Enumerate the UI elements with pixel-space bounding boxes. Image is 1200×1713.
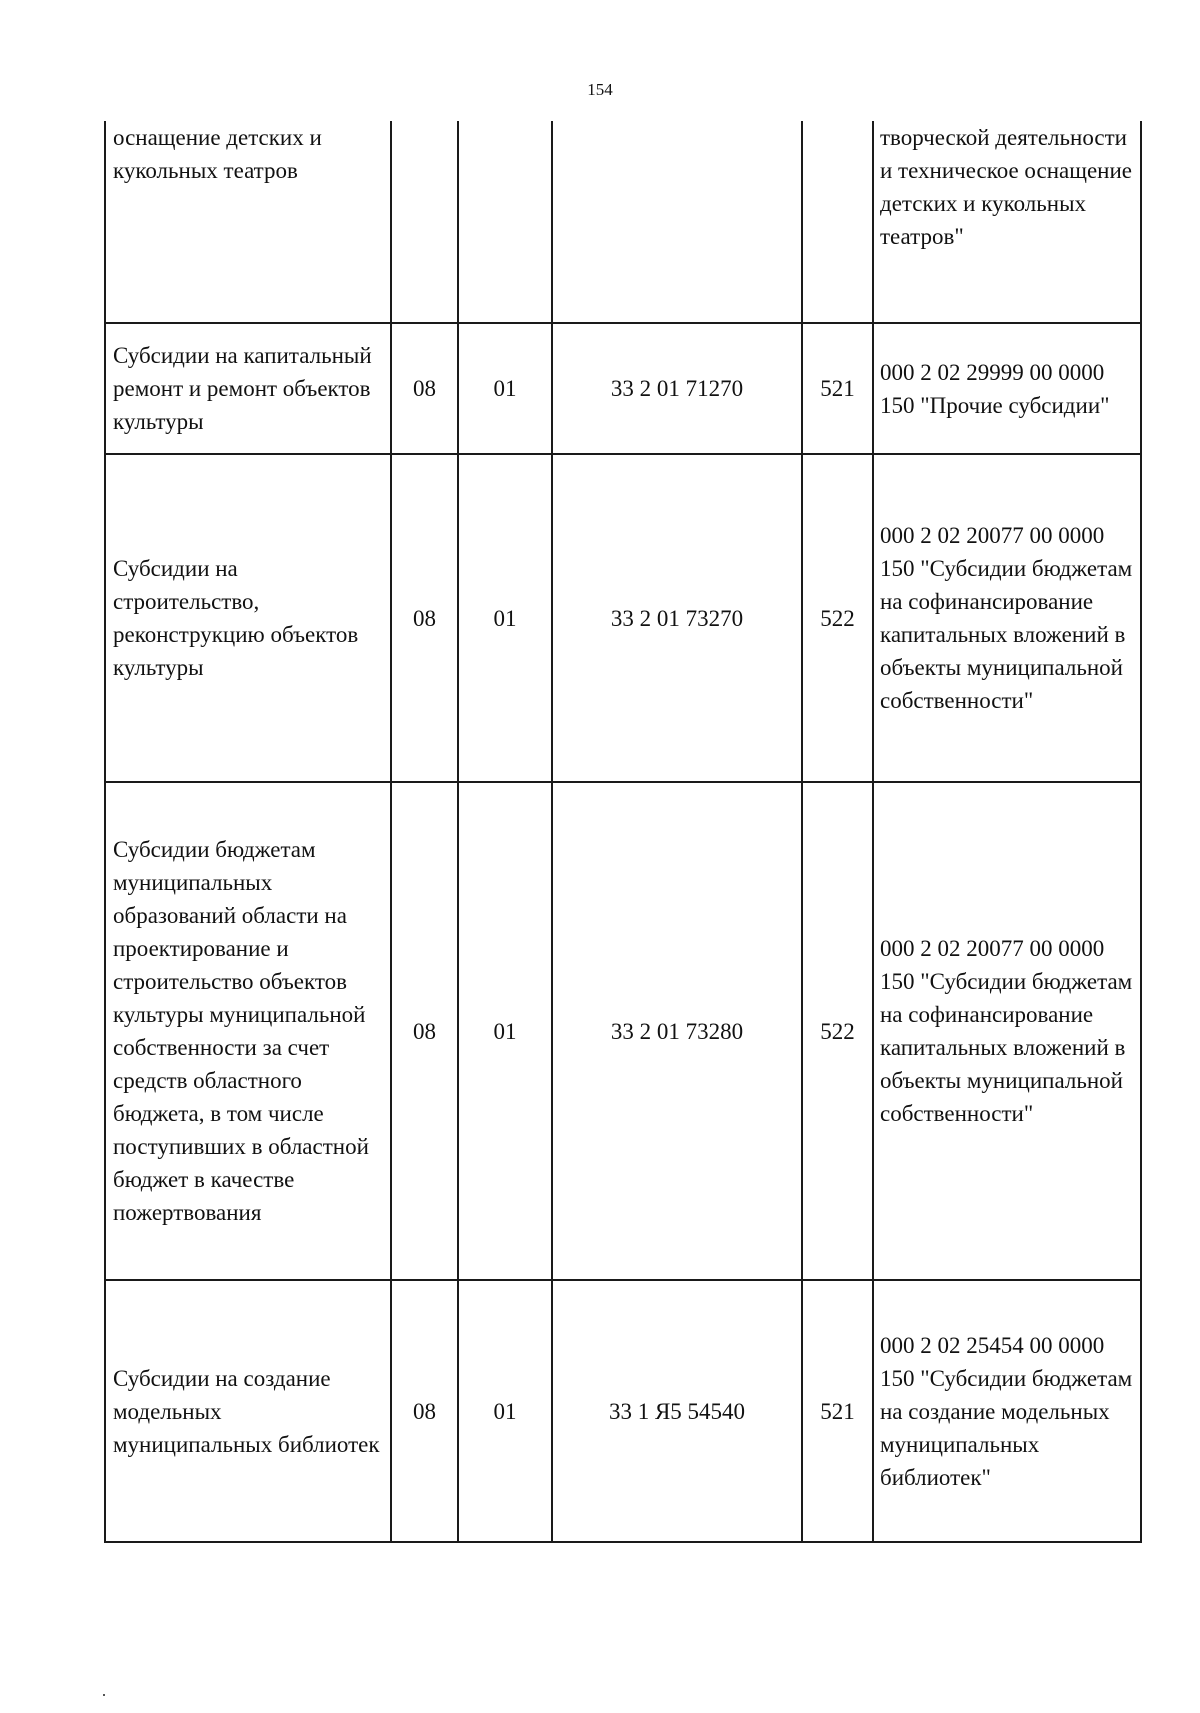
revenue-classification-code: 000 2 02 20077 00 0000 150 "Субсидии бюджетам на софинансирование капитальных вложений в объекты муниципальной собственности": [873, 454, 1141, 782]
subsection-code: 01: [458, 323, 552, 454]
budget-classification-table: [104, 121, 1142, 1543]
table-row: [105, 121, 1141, 323]
expense-description: Субсидии бюджетам муниципальных образований области на проектирование и строительство объектов культуры муниципальной собственности за счет средств областного бюджета, в том числе поступивших в областной бюджет в качестве пожертвования: [105, 782, 391, 1280]
section-code: 08: [391, 1280, 458, 1542]
subsection-code: [458, 121, 552, 323]
table-row: [105, 1280, 1141, 1542]
scan-speck: [103, 1694, 105, 1696]
expense-type-code: [802, 121, 873, 323]
target-article-code: 33 2 01 73270: [552, 454, 802, 782]
revenue-classification-code: творческой деятельности и техническое оснащение детских и кукольных театров": [873, 121, 1141, 323]
target-article-code: 33 2 01 71270: [552, 323, 802, 454]
expense-description: оснащение детских и кукольных театров: [105, 121, 391, 323]
target-article-code: [552, 121, 802, 323]
target-article-code: 33 2 01 73280: [552, 782, 802, 1280]
expense-type-code: 522: [802, 782, 873, 1280]
expense-type-code: 521: [802, 323, 873, 454]
revenue-classification-code: 000 2 02 25454 00 0000 150 "Субсидии бюджетам на создание модельных муниципальных библиотек": [873, 1280, 1141, 1542]
subsection-code: 01: [458, 454, 552, 782]
section-code: 08: [391, 323, 458, 454]
subsection-code: 01: [458, 782, 552, 1280]
table-row: [105, 782, 1141, 1280]
section-code: [391, 121, 458, 323]
section-code: 08: [391, 454, 458, 782]
expense-description: Субсидии на строительство, реконструкцию объектов культуры: [105, 454, 391, 782]
table-row: [105, 454, 1141, 782]
expense-type-code: 521: [802, 1280, 873, 1542]
revenue-classification-code: 000 2 02 29999 00 0000 150 "Прочие субсидии": [873, 323, 1141, 454]
target-article-code: 33 1 Я5 54540: [552, 1280, 802, 1542]
revenue-classification-code: 000 2 02 20077 00 0000 150 "Субсидии бюджетам на софинансирование капитальных вложений в объекты муниципальной собственности": [873, 782, 1141, 1280]
expense-description: Субсидии на капитальный ремонт и ремонт объектов культуры: [105, 323, 391, 454]
expense-description: Субсидии на создание модельных муниципальных библиотек: [105, 1280, 391, 1542]
subsection-code: 01: [458, 1280, 552, 1542]
expense-type-code: 522: [802, 454, 873, 782]
section-code: 08: [391, 782, 458, 1280]
page-number: 154: [587, 80, 613, 99]
table-row: [105, 323, 1141, 454]
